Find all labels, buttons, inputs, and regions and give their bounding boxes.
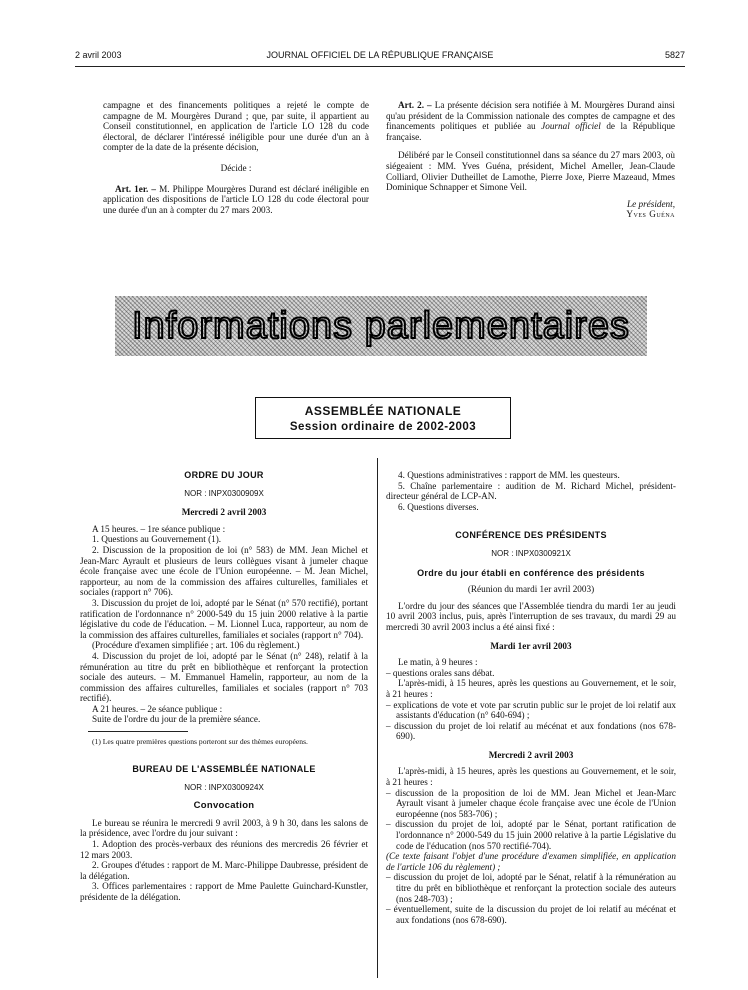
- signature-title: Le président,: [627, 198, 675, 209]
- mercredi-item: – éventuellement, suite de la discussion du projet de loi relatif au mécénat et aux fondations (nos 678-690).: [386, 904, 676, 925]
- top-right-column: [386, 100, 675, 220]
- session-1-time: A 15 heures. – 1re séance publique :: [92, 523, 226, 534]
- article-2-text-b: de la République française.: [386, 121, 676, 142]
- convocation-item: 2. Groupes d'études : rapport de M. Marc-Philippe Daubresse, président de la délégation.: [80, 860, 368, 881]
- header-page-number: 5827: [664, 50, 685, 60]
- conference-subtitle: Ordre du jour établi en conférence des présidents: [417, 567, 645, 578]
- bureau-item: 4. Questions administratives : rapport de MM. les questeurs.: [398, 470, 620, 480]
- mardi-item: – explications de vote et vote par scrutin public sur le projet de loi relatif aux assistants d'éducation (n° 640-694) ;: [386, 699, 676, 721]
- article-2-label: Art. 2. –: [398, 100, 432, 110]
- mercredi-intro: L'après-midi, à 15 heures, après les questions au Gouvernement, et le soir, à 21 heures :: [386, 766, 676, 788]
- header-rule: [75, 66, 685, 67]
- conference-date: (Réunion du mardi 1er avril 2003): [467, 584, 595, 595]
- convocation-item: 3. Offices parlementaires : rapport de Mme Paulette Guinchard-Kunstler, présidente de la délégation.: [80, 881, 368, 902]
- bureau-title: BUREAU DE L'ASSEMBLÉE NATIONALE: [132, 764, 316, 775]
- mercredi-item: – discussion du projet de loi, adopté par le Sénat, portant ratification de l'ordonnance n° 2000-549 du 15 juin 2000 relative à la partie Législative du code de l'éducation (nos 570 rectifié-704).: [386, 819, 676, 851]
- ordre-du-jour-title: ORDRE DU JOUR: [184, 470, 264, 480]
- left-column: [80, 470, 368, 903]
- bureau-item: 6. Questions diverses.: [398, 501, 479, 512]
- article-2: [386, 100, 675, 142]
- bureau-item: 5. Chaîne parlementaire : audition de M. Richard Michel, président-directeur général de LCP-AN.: [386, 480, 676, 502]
- session-1-item: 3. Discussion du projet de loi, adopté par le Sénat (n° 570 rectifié), portant ratification de l'ordonnance n° 2000-549 du 15 juin 2000 relative à la partie législative du code de l'éducation. – M. Lionnel Luca, rapporteur, au nom de la commission des affaires culturelles, familiales et sociales (rapport n° 704).: [80, 597, 368, 640]
- mercredi-item: – discussion de la proposition de loi de MM. Jean Michel et Jean-Marc Ayrault visant à jumeler chaque école française avec une école de l'Union européenne (nos 583-706) ;: [386, 787, 676, 819]
- top-left-column: [103, 100, 369, 215]
- conference-nor: NOR : INPX0300921X: [491, 548, 571, 558]
- session-1-item: 2. Discussion de la proposition de loi (n° 583) de MM. Jean Michel et Jean-Marc Ayrault et plusieurs de leurs collègues visant à jumeler chaque école française avec une école de l'Union européenne. – M. Jean Michel, rapporteur, au nom de la commission des affaires culturelles, familiales et sociales (rapport n° 706).: [80, 544, 368, 598]
- bureau-nor: NOR : INPX0300924X: [184, 782, 264, 792]
- mardi-item: – discussion du projet de loi relatif au mécénat et aux fondations (nos 678-690).: [386, 720, 676, 742]
- mercredi-title: Mercredi 2 avril 2003: [488, 749, 574, 760]
- assembly-session: Session ordinaire de 2002-2003: [289, 421, 477, 433]
- convocation-heading: Convocation: [193, 800, 255, 812]
- mardi-item: – questions orales sans débat.: [386, 667, 495, 678]
- decision-paragraph: campagne et des financements politiques a rejeté le compte de campagne de M. Mourgères Durand ; que, par suite, il appartient au Conseil constitutionnel, en application de l'article LO 128 du code électoral, de déclarer l'intéressé inéligible pour une durée d'un an à compter de la date de la présente décision,: [103, 100, 369, 153]
- deliberation-paragraph: Délibéré par le Conseil constitutionnel dans sa séance du 27 mars 2003, où siégeaient : MM. Yves Guéna, président, Michel Ameller, Jean-Claude Colliard, Olivier Dutheillet de Lamothe, Pierre Joxe, Pierre Mazeaud, Mmes Dominique Schnapper et Simone Veil.: [386, 150, 675, 193]
- header-title: JOURNAL OFFICIEL DE LA RÉPUBLIQUE FRANÇAISE: [266, 50, 494, 60]
- article-1-label: Art. 1er. –: [115, 183, 157, 194]
- mardi-title: Mardi 1er avril 2003: [490, 640, 572, 651]
- conference-title: CONFÉRENCE DES PRÉSIDENTS: [455, 530, 607, 541]
- mardi-afternoon: L'après-midi, à 15 heures, après les questions au Gouvernement, et le soir, à 21 heures :: [386, 678, 676, 699]
- footnote-rule: [88, 731, 188, 732]
- page-header: [75, 50, 685, 64]
- convocation-intro: Le bureau se réunira le mercredi 9 avril 2003, à 9 h 30, dans les salons de la présidence, avec l'ordre du jour suivant :: [80, 817, 368, 839]
- convocation-item: 1. Adoption des procès-verbaux des réunions des mercredis 26 février et 12 mars 2003.: [80, 839, 368, 860]
- article-2-journal: Journal officiel: [541, 121, 601, 132]
- banner-title: Informations parlementaires: [132, 304, 630, 347]
- section-banner: [115, 296, 647, 356]
- footnote: (1) Les quatre premières questions porteront sur des thèmes européens.: [92, 737, 308, 747]
- session-1-item: 1. Questions au Gouvernement (1).: [92, 534, 222, 545]
- session-2-time: A 21 heures. – 2e séance publique :: [92, 703, 223, 714]
- article-2-text-a: La présente décision sera notifiée à M. Mourgères Durand ainsi qu'au président de la Commission nationale des comptes de campagne et des financements politiques et publiée au: [386, 100, 675, 132]
- ordre-nor: NOR : INPX0300909X: [184, 488, 264, 498]
- mercredi-item: – discussion du projet de loi, adopté par le Sénat, relatif à la rémunération au titre du prêt en bibliothèque et renforçant la protection sociale des auteurs (nos 248-703) ;: [386, 872, 676, 904]
- right-column: [386, 470, 676, 925]
- conference-intro: L'ordre du jour des séances que l'Assemblée tiendra du mardi 1er au jeudi 10 avril 2003 inclus, puis, après l'interruption de ses travaux, du mardi 29 au mercredi 30 avril 2003 inclus a été ainsi fixé :: [386, 600, 676, 632]
- column-divider: [377, 458, 378, 978]
- signature-name: Yves Guéna: [626, 209, 675, 220]
- mercredi-note: (Ce texte faisant l'objet d'une procédure d'examen simplifiée, en application de l'article 106 du règlement) ;: [386, 851, 676, 872]
- mardi-morning: Le matin, à 9 heures :: [398, 657, 478, 668]
- ordre-day: Mercredi 2 avril 2003: [181, 507, 267, 518]
- assembly-name: ASSEMBLÉE NATIONALE: [304, 404, 462, 418]
- decide-heading: Décide :: [220, 162, 252, 173]
- article-1: [103, 184, 369, 216]
- header-date: 2 avril 2003: [75, 50, 122, 60]
- session-2-text: Suite de l'ordre du jour de la première séance.: [92, 714, 261, 725]
- assembly-box: [255, 397, 511, 439]
- session-1-item: (Procédure d'examen simplifiée ; art. 106 du règlement.): [92, 640, 300, 651]
- article-1-text: M. Philippe Mourgères Durand est déclaré inéligible en application des dispositions de l'article LO 128 du code électoral pour une durée d'un an à compter du 27 mars 2003.: [103, 183, 369, 215]
- session-1-item: 4. Discussion du projet de loi, adopté par le Sénat (n° 248), relatif à la rémunération au titre du prêt en bibliothèque et renforçant la protection sociale des auteurs. – M. Emmanuel Hamelin, rapporteur, au nom de la commission des affaires culturelles, familiales et sociales (rapport n° 703 rectifié).: [80, 650, 368, 704]
